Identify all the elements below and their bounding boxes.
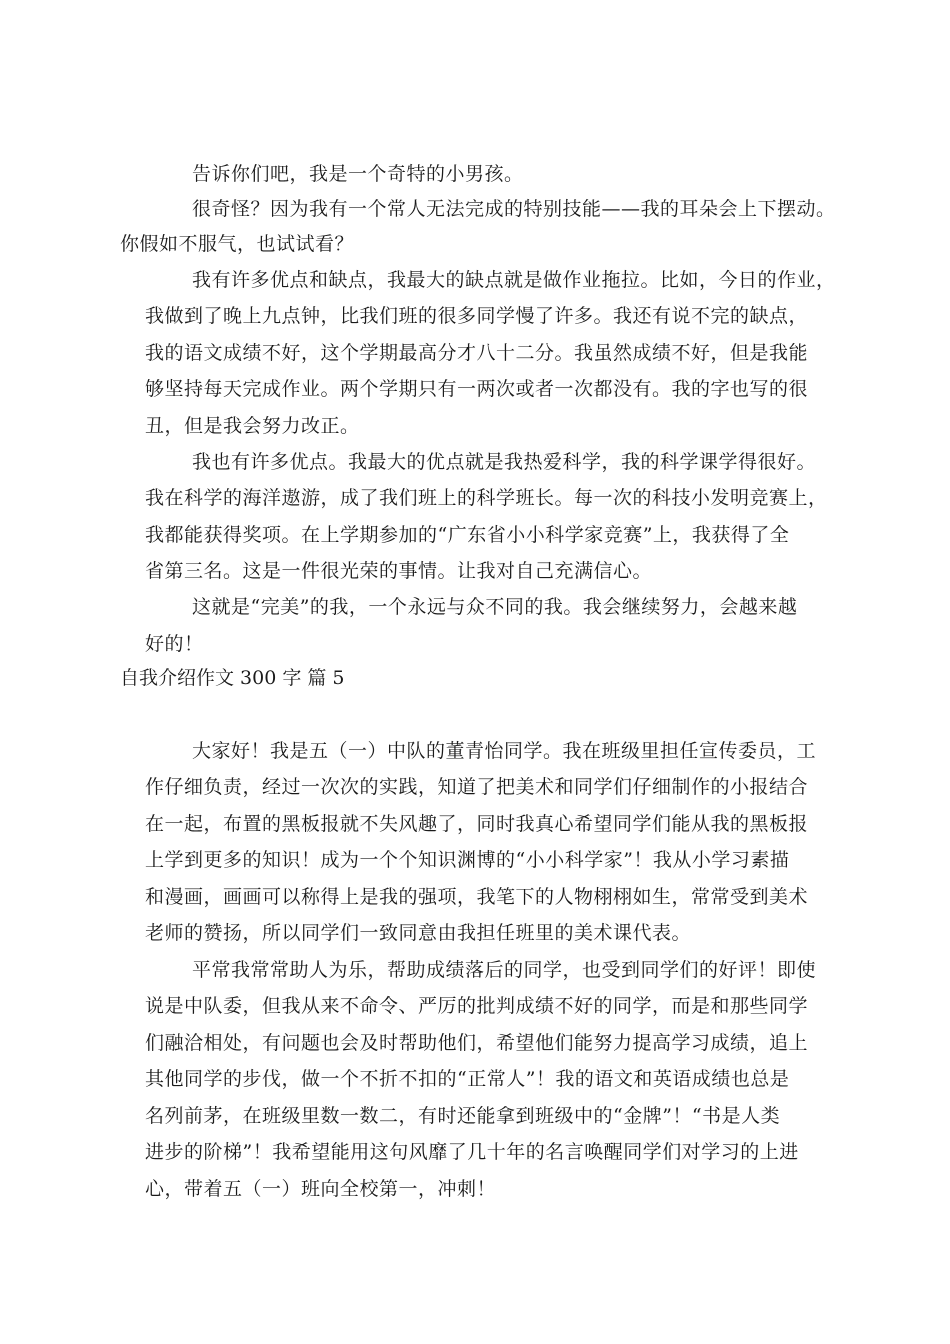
paragraph-line: 们融洽相处，有问题也会及时帮助他们，希望他们能努力提高学习成绩，追上 xyxy=(145,1032,809,1054)
paragraph-line: 说是中队委，但我从来不命令、严厉的批判成绩不好的同学，而是和那些同学 xyxy=(145,995,809,1017)
paragraph-line: 进步的阶梯”！我希望能用这句风靡了几十年的名言唤醒同学们对学习的上进 xyxy=(145,1141,799,1163)
paragraph-line: 我有许多优点和缺点，我最大的缺点就是做作业拖拉。比如，今日的作业， xyxy=(192,269,836,291)
paragraph-line: 我的语文成绩不好，这个学期最高分才八十二分。我虽然成绩不好，但是我能 xyxy=(145,342,809,364)
paragraph-line: 我也有许多优点。我最大的优点就是我热爱科学，我的科学课学得很好。 xyxy=(192,451,817,473)
paragraph-line: 平常我常常助人为乐，帮助成绩落后的同学，也受到同学们的好评！即使 xyxy=(192,959,817,981)
paragraph-line: 作仔细负责，经过一次次的实践，知道了把美术和同学们仔细制作的小报结合 xyxy=(145,776,809,798)
paragraph-line: 省第三名。这是一件很光荣的事情。让我对自己充满信心。 xyxy=(145,560,653,582)
paragraph-line: 这就是“完美”的我，一个永远与众不同的我。我会继续努力，会越来越 xyxy=(192,596,798,618)
paragraph-line: 我在科学的海洋遨游，成了我们班上的科学班长。每一次的科技小发明竞赛上， xyxy=(145,487,828,509)
paragraph-line: 其他同学的步伐，做一个不折不扣的“正常人”！我的语文和英语成绩也总是 xyxy=(145,1068,790,1090)
paragraph-line: 丑，但是我会努力改正。 xyxy=(145,415,360,437)
paragraph-line: 我都能获得奖项。在上学期参加的“广东省小小科学家竞赛”上，我获得了全 xyxy=(145,524,790,546)
paragraph-line: 老师的赞扬，所以同学们一致同意由我担任班里的美术课代表。 xyxy=(145,922,692,944)
paragraph-line: 上学到更多的知识！成为一个个知识渊博的“小小科学家”！我从小学习素描 xyxy=(145,849,790,871)
paragraph-line: 告诉你们吧，我是一个奇特的小男孩。 xyxy=(192,163,524,185)
paragraph-line: 我做到了晚上九点钟，比我们班的很多同学慢了许多。我还有说不完的缺点， xyxy=(145,305,809,327)
paragraph-line: 和漫画，画画可以称得上是我的强项，我笔下的人物栩栩如生，常常受到美术 xyxy=(145,886,809,908)
paragraph-line: 名列前茅，在班级里数一数二，有时还能拿到班级中的“金牌”！“书是人类 xyxy=(145,1105,781,1127)
paragraph-line: 够坚持每天完成作业。两个学期只有一两次或者一次都没有。我的字也写的很 xyxy=(145,378,809,400)
section-heading: 自我介绍作文 300 字 篇 5 xyxy=(120,667,345,689)
paragraph-line: 心，带着五（一）班向全校第一，冲刺！ xyxy=(145,1178,497,1200)
paragraph-line: 在一起，布置的黑板报就不失风趣了，同时我真心希望同学们能从我的黑板报 xyxy=(145,813,809,835)
paragraph-line: 大家好！我是五（一）中队的董青怡同学。我在班级里担任宣传委员，工 xyxy=(192,740,817,762)
paragraph-line: 你假如不服气，也试试看？ xyxy=(120,233,355,255)
paragraph-line: 很奇怪？因为我有一个常人无法完成的特别技能——我的耳朵会上下摆动。 xyxy=(192,198,836,220)
paragraph-line: 好的！ xyxy=(145,633,204,655)
